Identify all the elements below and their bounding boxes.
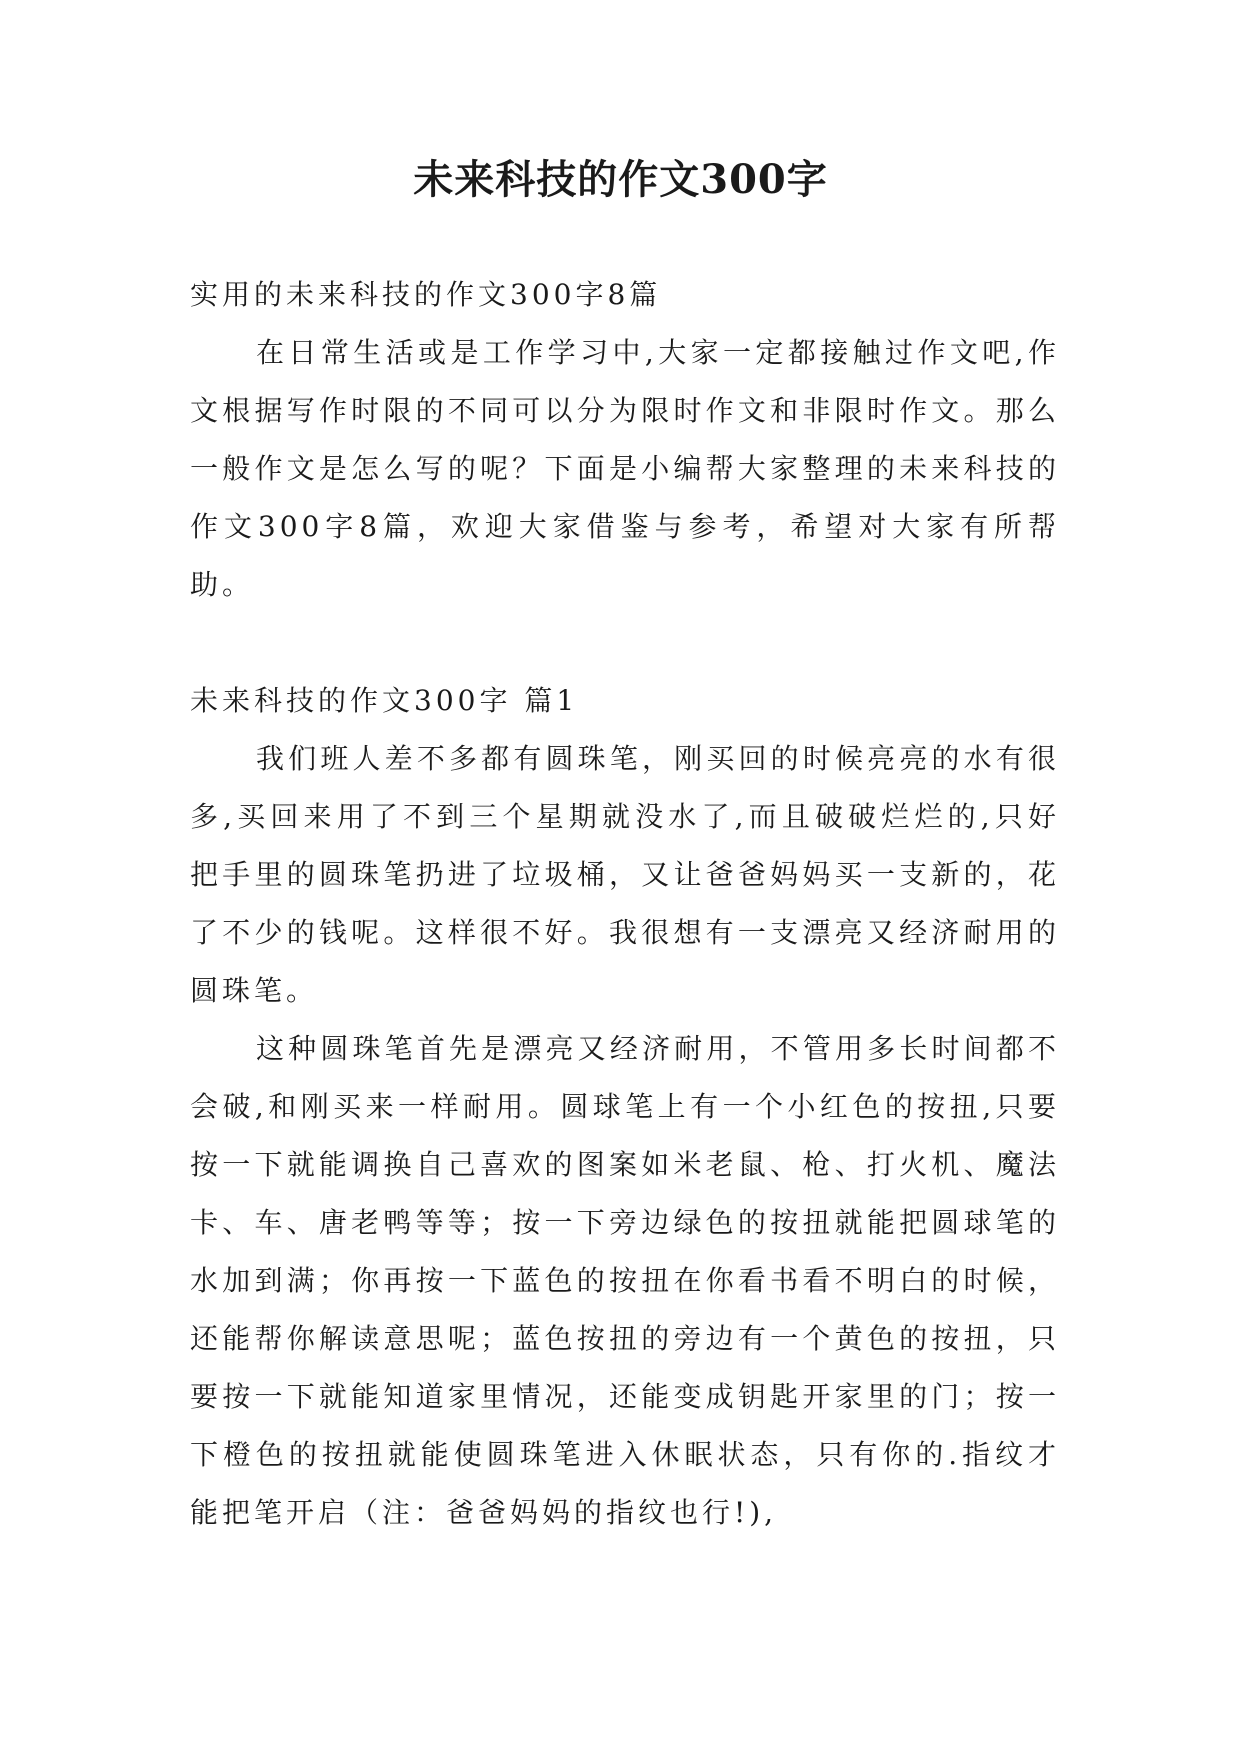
document-title: 未来科技的作文300字: [413, 156, 828, 203]
section-spacer: [190, 614, 1060, 672]
intro-paragraph: 在日常生活或是工作学习中,大家一定都接触过作文吧,作文根据写作时限的不同可以分为限时作文和非限时作文。那么一般作文是怎么写的呢？下面是小编帮大家整理的未来科技的作文300字8篇，欢迎大家借鉴与参考，希望对大家有所帮助。: [190, 336, 1060, 601]
section-paragraph: 我们班人差不多都有圆珠笔，刚买回的时候亮亮的水有很多,买回来用了不到三个星期就没水了,而且破破烂烂的,只好把手里的圆珠笔扔进了垃圾桶，又让爸爸妈妈买一支新的，花了不少的钱呢。这样很不好。我很想有一支漂亮又经济耐用的圆珠笔。: [190, 742, 1060, 1007]
document-body: [190, 266, 1060, 1542]
section-heading: 未来科技的作文300字 篇1: [190, 684, 579, 717]
section-paragraph: 这种圆珠笔首先是漂亮又经济耐用，不管用多长时间都不会破,和刚买来一样耐用。圆球笔上有一个小红色的按扭,只要按一下就能调换自己喜欢的图案如米老鼠、枪、打火机、魔法卡、车、唐老鸭等等；按一下旁边绿色的按扭就能把圆球笔的水加到满；你再按一下蓝色的按扭在你看书看不明白的时候，还能帮你解读意思呢；蓝色按扭的旁边有一个黄色的按扭，只要按一下就能知道家里情况，还能变成钥匙开家里的门；按一下橙色的按扭就能使圆珠笔进入休眠状态，只有你的.指纹才能把笔开启（注：爸爸妈妈的指纹也行!),: [190, 1032, 1060, 1529]
intro-heading: 实用的未来科技的作文300字8篇: [190, 278, 662, 311]
